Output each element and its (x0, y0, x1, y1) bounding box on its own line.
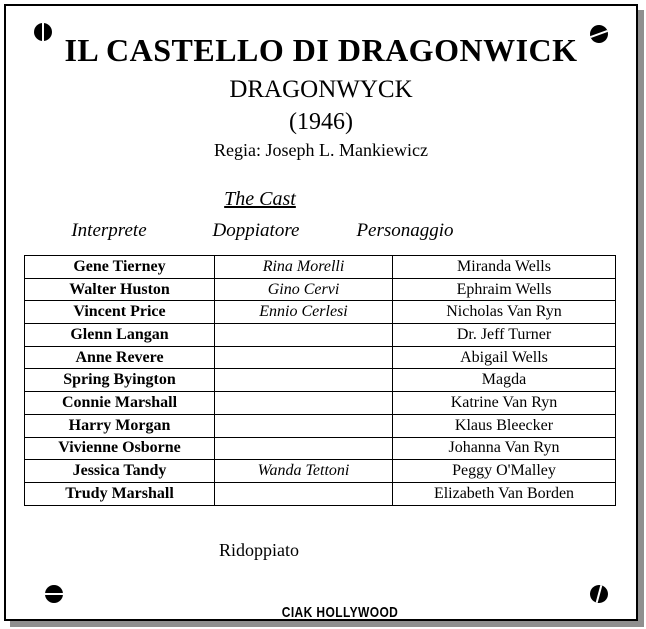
table-row (25, 301, 616, 324)
table-row (25, 346, 616, 369)
table-row (25, 369, 616, 392)
table-row (25, 437, 616, 460)
actor-cell: Vivienne Osborne (25, 437, 215, 460)
film-title-original: DRAGONWYCK (229, 75, 413, 103)
studio-logo: CIAK HOLLYWOOD (281, 604, 399, 621)
column-header-personaggio: Personaggio (356, 220, 454, 241)
actor-cell: Vincent Price (25, 301, 215, 324)
film-title-italian: IL CASTELLO DI DRAGONWICK (64, 32, 578, 68)
dubber-cell (215, 346, 393, 369)
dubber-cell (215, 437, 393, 460)
character-cell: Katrine Van Ryn (393, 392, 616, 415)
screw-icon-bottom-left (45, 585, 63, 603)
cast-column-headers (6, 220, 636, 244)
actor-cell: Walter Huston (25, 278, 215, 301)
character-cell: Nicholas Van Ryn (393, 301, 616, 324)
actor-cell: Spring Byington (25, 369, 215, 392)
film-card-page (4, 4, 638, 621)
title-block (6, 32, 636, 160)
dubber-cell: Wanda Tettoni (215, 460, 393, 483)
dubber-cell: Ennio Cerlesi (215, 301, 393, 324)
column-header-doppiatore: Doppiatore (212, 220, 300, 241)
table-row (25, 482, 616, 505)
dubber-cell: Gino Cervi (215, 278, 393, 301)
cast-section-heading: The Cast (224, 188, 296, 210)
actor-cell: Trudy Marshall (25, 482, 215, 505)
table-row (25, 256, 616, 279)
character-cell: Magda (393, 369, 616, 392)
table-row (25, 392, 616, 415)
column-header-interprete: Interprete (71, 220, 147, 241)
table-row (25, 460, 616, 483)
character-cell: Dr. Jeff Turner (393, 324, 616, 347)
dubber-cell (215, 324, 393, 347)
cast-table (24, 255, 616, 506)
actor-cell: Gene Tierney (25, 256, 215, 279)
dubber-cell (215, 482, 393, 505)
character-cell: Miranda Wells (393, 256, 616, 279)
actor-cell: Connie Marshall (25, 392, 215, 415)
character-cell: Ephraim Wells (393, 278, 616, 301)
dubber-cell (215, 369, 393, 392)
actor-cell: Harry Morgan (25, 414, 215, 437)
actor-cell: Anne Revere (25, 346, 215, 369)
character-cell: Johanna Van Ryn (393, 437, 616, 460)
dubber-cell (215, 392, 393, 415)
redub-note: Ridoppiato (219, 540, 299, 560)
actor-cell: Jessica Tandy (25, 460, 215, 483)
character-cell: Elizabeth Van Borden (393, 482, 616, 505)
table-row (25, 278, 616, 301)
table-row (25, 414, 616, 437)
screw-icon-bottom-right (588, 583, 610, 605)
character-cell: Peggy O'Malley (393, 460, 616, 483)
film-year: (1946) (289, 109, 353, 136)
character-cell: Klaus Bleecker (393, 414, 616, 437)
director-line: Regia: Joseph L. Mankiewicz (214, 139, 428, 160)
table-row (25, 324, 616, 347)
dubber-cell: Rina Morelli (215, 256, 393, 279)
character-cell: Abigail Wells (393, 346, 616, 369)
actor-cell: Glenn Langan (25, 324, 215, 347)
dubber-cell (215, 414, 393, 437)
